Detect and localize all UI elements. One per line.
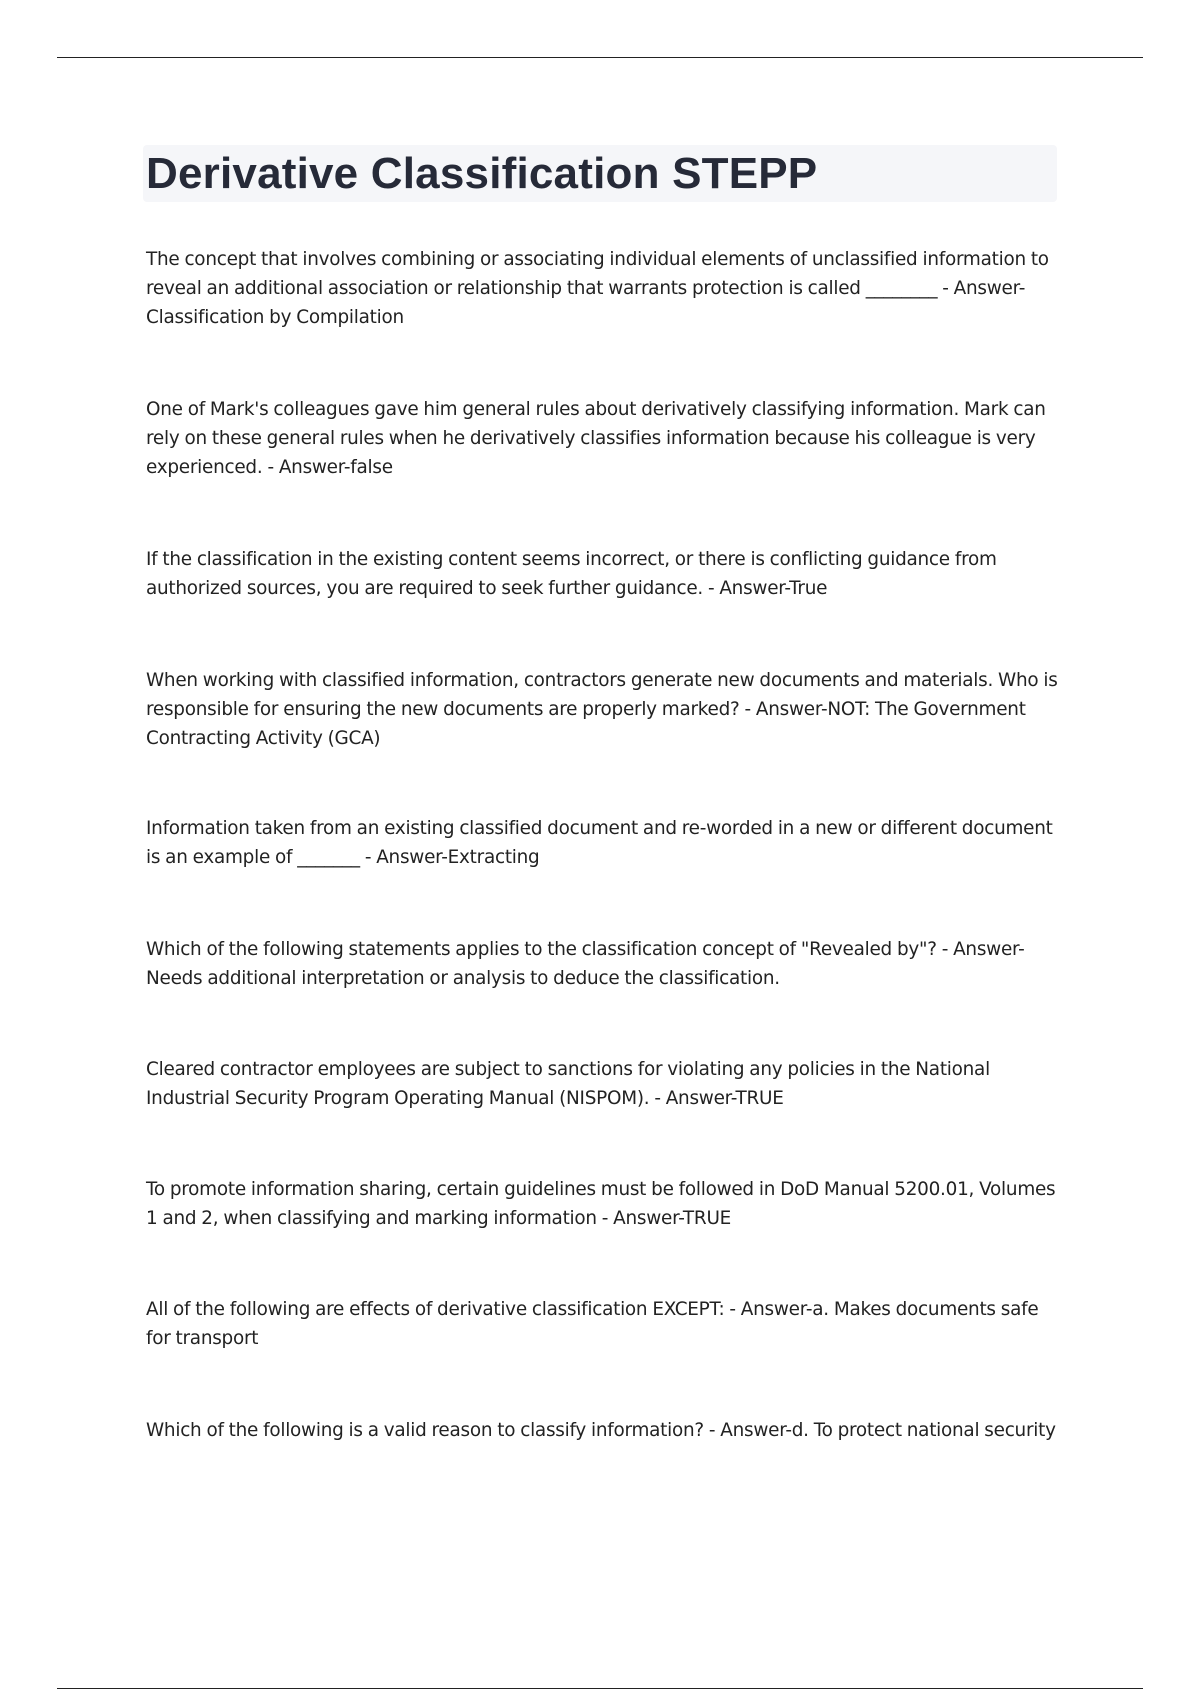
qa-item: All of the following are effects of derivative classification EXCEPT: - Answer-a. Makes documents safe for transport xyxy=(146,1299,1039,1349)
qa-item: Information taken from an existing classified document and re-worded in a new or different document is an example of _______ - Answer-Extracting xyxy=(146,818,1053,868)
qa-item: One of Mark's colleagues gave him general rules about derivatively classifying information. Mark can rely on these general rules when he derivatively classifies information because his colleague is very experienced. - Answer-false xyxy=(146,399,1046,478)
qa-item: Cleared contractor employees are subject to sanctions for violating any policies in the National Industrial Security Program Operating Manual (NISPOM). - Answer-TRUE xyxy=(146,1059,990,1109)
top-rule xyxy=(57,57,1143,58)
bottom-rule xyxy=(57,1688,1143,1689)
qa-item: When working with classified information, contractors generate new documents and materials. Who is responsible for ensuring the new documents are properly marked? - Answer-NOT: The Government Contracting Activity (GCA) xyxy=(146,670,1058,749)
qa-item: To promote information sharing, certain guidelines must be followed in DoD Manual 5200.01, Volumes 1 and 2, when classifying and marking information - Answer-TRUE xyxy=(146,1179,1056,1229)
qa-item: Which of the following is a valid reason to classify information? - Answer-d. To protect national security xyxy=(146,1420,1056,1441)
document-title: Derivative Classification STEPP xyxy=(146,149,818,198)
qa-item: The concept that involves combining or associating individual elements of unclassified information to reveal an additional association or relationship that warrants protection is called ________ - Answer-Classification by Compilation xyxy=(146,249,1049,328)
qa-item: If the classification in the existing content seems incorrect, or there is conflicting guidance from authorized sources, you are required to seek further guidance. - Answer-True xyxy=(146,549,997,599)
qa-item: Which of the following statements applies to the classification concept of "Revealed by"? - Answer-Needs additional interpretation or analysis to deduce the classification. xyxy=(146,939,1025,989)
